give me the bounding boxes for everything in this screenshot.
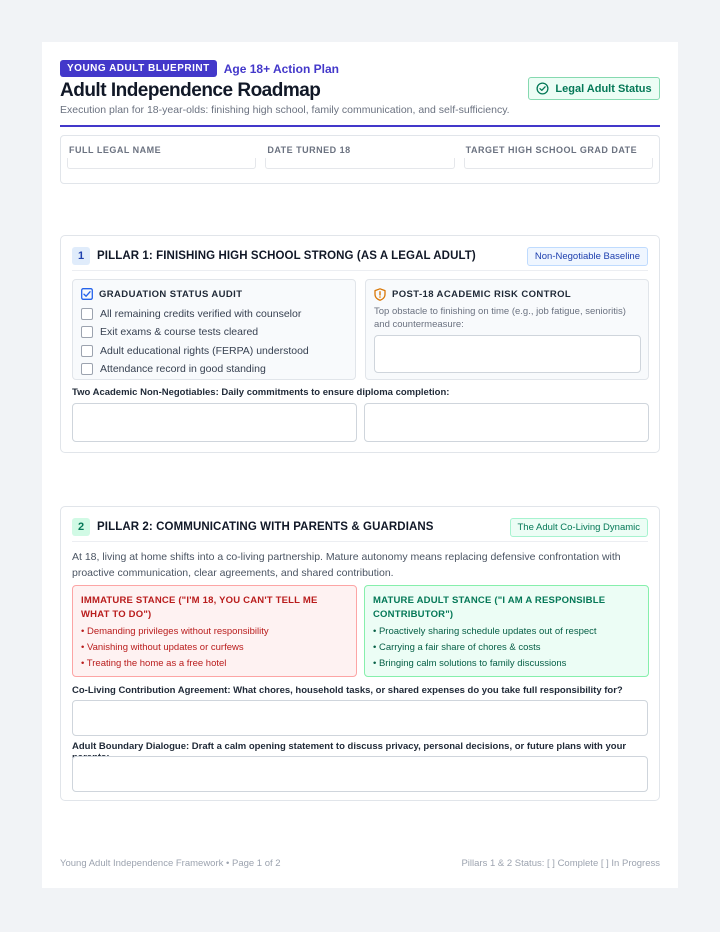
list-item: • Vanishing without updates or curfews — [81, 642, 244, 653]
full-legal-name-input[interactable] — [67, 158, 256, 169]
page-title: Adult Independence Roadmap — [60, 80, 321, 101]
pillar-2-section — [60, 506, 660, 801]
pillar-tag: Non-Negotiable Baseline — [527, 247, 648, 266]
pillar-1-section — [60, 235, 660, 453]
grad-date-input[interactable] — [464, 158, 653, 169]
agreement-label: Co-Living Contribution Agreement: What chores, household tasks, or shared expenses do you take full responsibility for? — [72, 685, 623, 696]
plan-label: Age 18+ Action Plan — [223, 61, 339, 76]
pillar-tag: The Adult Co-Living Dynamic — [510, 518, 649, 537]
risk-title-text: POST-18 ACADEMIC RISK CONTROL — [392, 289, 572, 300]
field-label: TARGET HIGH SCHOOL GRAD DATE — [465, 145, 638, 155]
dialogue-label: Adult Boundary Dialogue: Draft a calm opening statement to discuss privacy, personal decisions, or future plans with your — [72, 741, 627, 752]
immature-stance-title: IMMATURE STANCE ("I'M 18, YOU CAN'T TELL ME WHAT TO DO") — [81, 595, 318, 620]
checklist-item[interactable] — [81, 360, 309, 378]
risk-countermeasure-input[interactable] — [374, 335, 641, 373]
nonnegotiables-label: Two Academic Non-Negotiables: Daily commitments to ensure diploma completion: — [72, 387, 450, 398]
immature-stance-card — [72, 585, 357, 677]
checklist-item[interactable] — [81, 342, 309, 360]
mature-stance-title: MATURE ADULT STANCE ("I AM A RESPONSIBLE CONTRIBUTOR") — [373, 595, 606, 620]
pillar-number: 1 — [72, 247, 90, 265]
header-top — [60, 60, 339, 77]
list-item: • Demanding privileges without responsibility — [81, 626, 269, 637]
nonnegotiable-1-input[interactable] — [72, 403, 357, 442]
risk-description: Top obstacle to finishing on time (e.g., job fatigue, senioritis) and countermeasure: — [374, 306, 626, 330]
full-legal-name-field[interactable] — [67, 136, 256, 183]
contribution-agreement-input[interactable] — [72, 700, 648, 736]
graduation-audit-card — [72, 279, 356, 380]
academic-risk-card — [365, 279, 649, 380]
checkbox[interactable] — [81, 308, 93, 320]
page-subtitle: Execution plan for 18-year-olds: finishing high school, family communication, and self-sufficiency. — [60, 104, 510, 116]
audit-title — [81, 288, 242, 300]
list-item: • Treating the home as a free hotel — [81, 658, 227, 669]
boundary-dialogue-input[interactable] — [72, 756, 648, 792]
grad-date-field[interactable] — [464, 136, 653, 183]
audit-checklist — [81, 305, 309, 378]
header-divider — [60, 125, 660, 127]
date-turned-18-input[interactable] — [265, 158, 454, 169]
mature-stance-card — [364, 585, 649, 677]
date-turned-18-field[interactable] — [265, 136, 454, 183]
shield-alert-icon — [374, 288, 386, 301]
immature-stance-list — [81, 624, 348, 672]
blueprint-badge: YOUNG ADULT BLUEPRINT — [60, 60, 217, 77]
footer-page-info: Young Adult Independence Framework • Page 1 of 2 — [60, 858, 281, 869]
checklist-item-label: All remaining credits verified with counselor — [100, 308, 302, 321]
divider — [72, 270, 648, 271]
checklist-item[interactable] — [81, 305, 309, 323]
checkbox[interactable] — [81, 326, 93, 338]
list-item: • Proactively sharing schedule updates out of respect — [373, 626, 597, 637]
legal-status-badge — [528, 77, 660, 100]
pillar-title: PILLAR 2: COMMUNICATING WITH PARENTS & GUARDIANS — [97, 521, 434, 533]
footer-status: Pillars 1 & 2 Status: [ ] Complete [ ] In Progress — [461, 858, 660, 869]
list-item: • Bringing calm solutions to family discussions — [373, 658, 567, 669]
field-label: DATE TURNED 18 — [267, 145, 351, 155]
divider — [72, 541, 648, 542]
checkbox-checked-icon — [81, 288, 93, 300]
pillar-number: 2 — [72, 518, 90, 536]
checklist-item-label: Attendance record in good standing — [100, 363, 266, 376]
list-item: • Carrying a fair share of chores & costs — [373, 642, 541, 653]
field-label: FULL LEGAL NAME — [69, 145, 162, 155]
audit-title-text: GRADUATION STATUS AUDIT — [99, 288, 243, 300]
checklist-item-label: Adult educational rights (FERPA) understood — [100, 344, 309, 357]
checklist-item-label: Exit exams & course tests cleared — [100, 326, 259, 339]
identity-fields — [60, 135, 660, 184]
legal-status-label: Legal Adult Status — [555, 82, 652, 95]
checkbox[interactable] — [81, 345, 93, 357]
pillar-title: PILLAR 1: FINISHING HIGH SCHOOL STRONG (AS A LEGAL ADULT) — [97, 250, 476, 262]
pillar-2-intro: At 18, living at home shifts into a co-living partnership. Mature autonomy means replacing defensive confrontation with proactive communication, clear agreements, and shared contribution. — [72, 551, 621, 579]
risk-title — [374, 288, 571, 301]
pillar-2-header — [72, 517, 648, 537]
nonnegotiable-2-input[interactable] — [364, 403, 649, 442]
worksheet-page — [42, 42, 678, 888]
checkbox[interactable] — [81, 363, 93, 375]
mature-stance-list — [373, 624, 640, 672]
checklist-item[interactable] — [81, 323, 309, 341]
pillar-1-header — [72, 246, 648, 266]
check-circle-icon — [536, 82, 549, 95]
